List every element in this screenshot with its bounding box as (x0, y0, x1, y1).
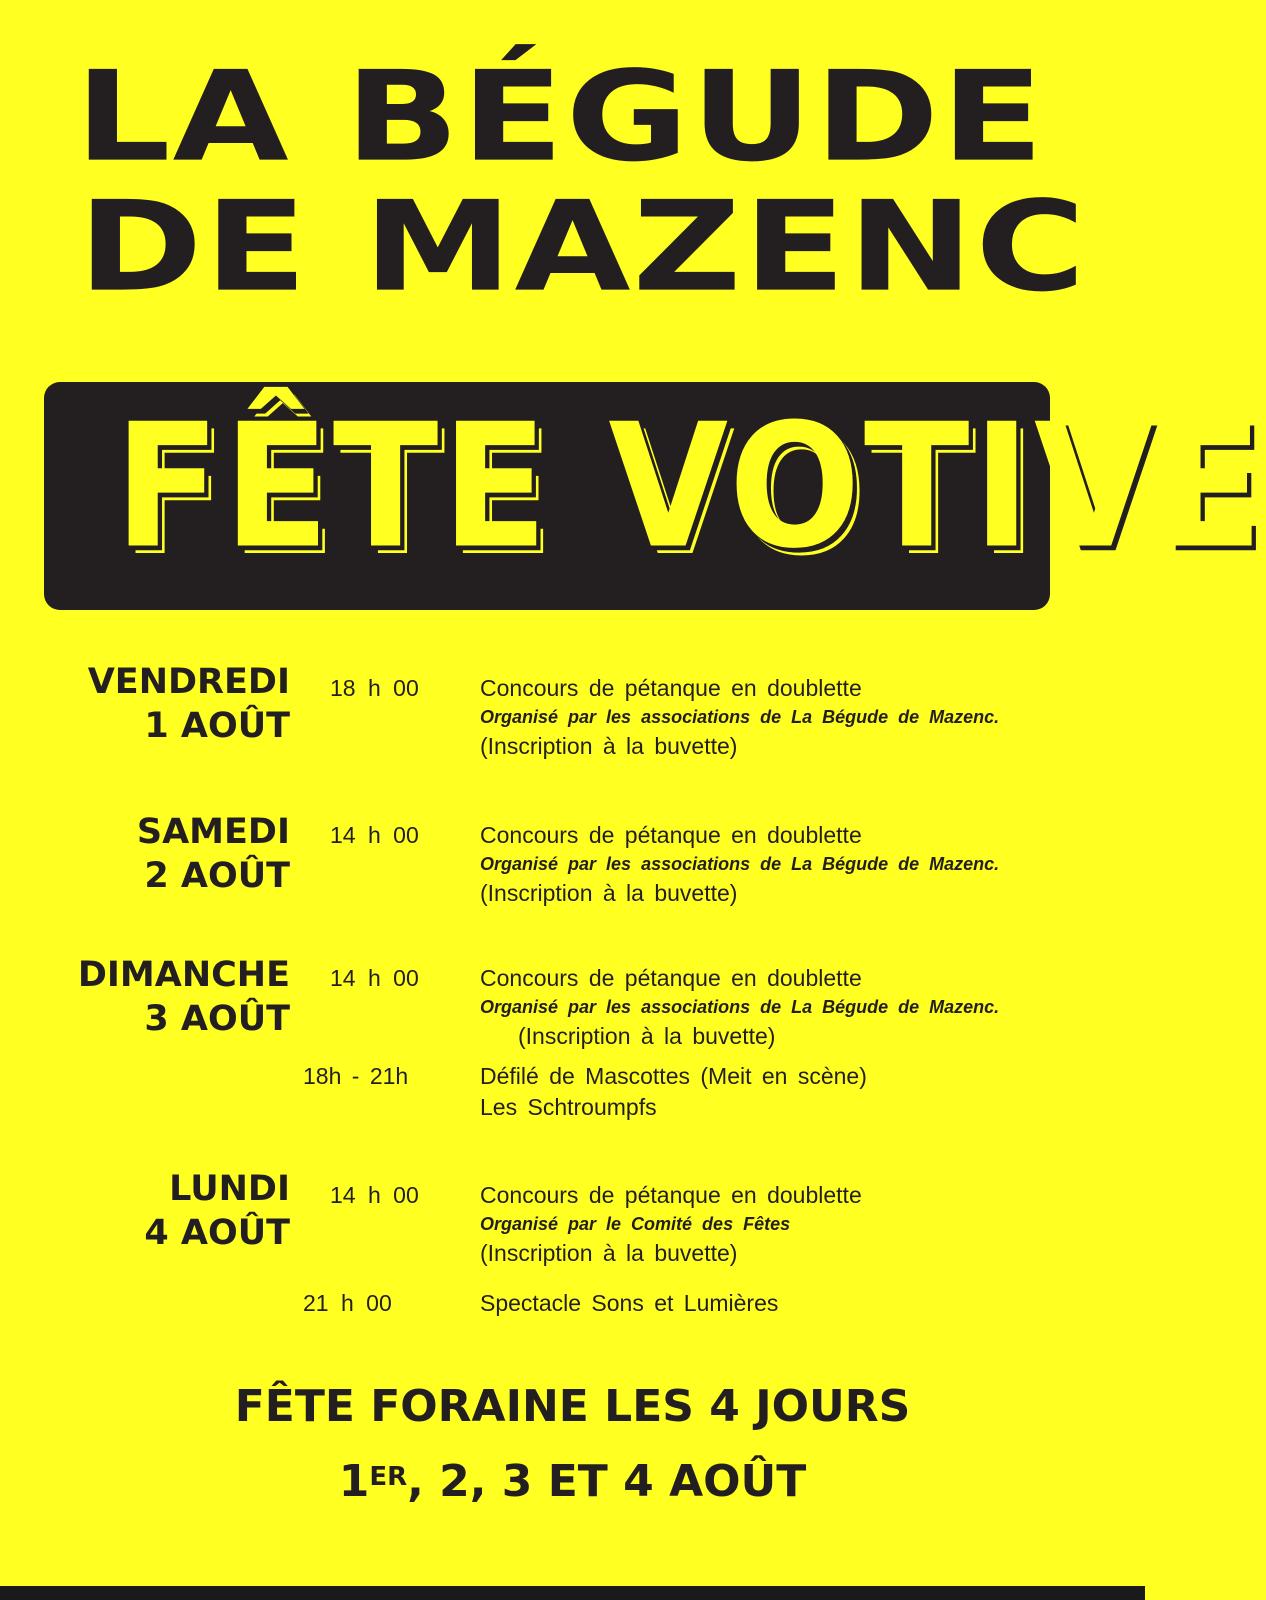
fair-line1: FÊTE FORAINE LES 4 JOURS (234, 1381, 911, 1432)
event-organizer: Organisé par les associations de La Bégude de Mazenc. (480, 997, 1000, 1017)
event-time: 14 h 00 (330, 1182, 419, 1208)
fete-votive-banner (44, 382, 1266, 610)
event-note: (Inscription à la buvette) (480, 733, 738, 759)
event-time: 18 h 00 (330, 675, 419, 701)
event-time: 21 h 00 (303, 1290, 392, 1316)
event-note: (Inscription à la buvette) (518, 1023, 776, 1049)
event-title: Défilé de Mascottes (Meit en scène) (480, 1063, 867, 1089)
day-label-monday (40, 1169, 290, 1253)
day-label-friday (40, 662, 290, 746)
fair-line2 (0, 1456, 1145, 1507)
day-date: 3 AOÛT (144, 999, 290, 1039)
town-title-line1: LA BÉGUDE (75, 45, 1046, 190)
event-time: 14 h 00 (330, 822, 419, 848)
event-title: Spectacle Sons et Lumières (480, 1290, 779, 1316)
event-organizer: Organisé par les associations de La Bégude de Mazenc. (480, 707, 1000, 727)
fair-date-ordinal: ER (369, 1462, 408, 1492)
day-date: 1 AOÛT (144, 706, 290, 746)
day-date: 2 AOÛT (144, 856, 290, 896)
day-label-saturday (40, 812, 290, 896)
fair-dates-rest: , 2, 3 ET 4 AOÛT (407, 1456, 807, 1507)
day-label-sunday (40, 955, 290, 1039)
day-date: 4 AOÛT (144, 1213, 290, 1253)
event-time: 18h - 21h (303, 1063, 409, 1089)
day-name: LUNDI (169, 1169, 290, 1209)
event-organizer: Organisé par les associations de La Bégude de Mazenc. (480, 854, 1000, 874)
event-time: 14 h 00 (330, 965, 419, 991)
event-note: (Inscription à la buvette) (480, 880, 738, 906)
event-title: Concours de pétanque en doublette (480, 675, 862, 701)
scan-edge (0, 1586, 1145, 1600)
event-subtitle: Les Schtroumpfs (480, 1094, 657, 1120)
fair-date-first: 1 (338, 1456, 370, 1507)
day-name: DIMANCHE (77, 955, 290, 995)
day-name: VENDREDI (87, 662, 290, 702)
banner-title: FÊTE VOTIVE (114, 387, 1266, 587)
day-name: SAMEDI (136, 812, 290, 852)
event-title: Concours de pétanque en doublette (480, 1182, 862, 1208)
event-title: Concours de pétanque en doublette (480, 822, 862, 848)
town-title-line2: DE MAZENC (78, 175, 1088, 320)
event-organizer: Organisé par le Comité des Fêtes (480, 1214, 791, 1234)
event-title: Concours de pétanque en doublette (480, 965, 862, 991)
event-note: (Inscription à la buvette) (480, 1240, 738, 1266)
